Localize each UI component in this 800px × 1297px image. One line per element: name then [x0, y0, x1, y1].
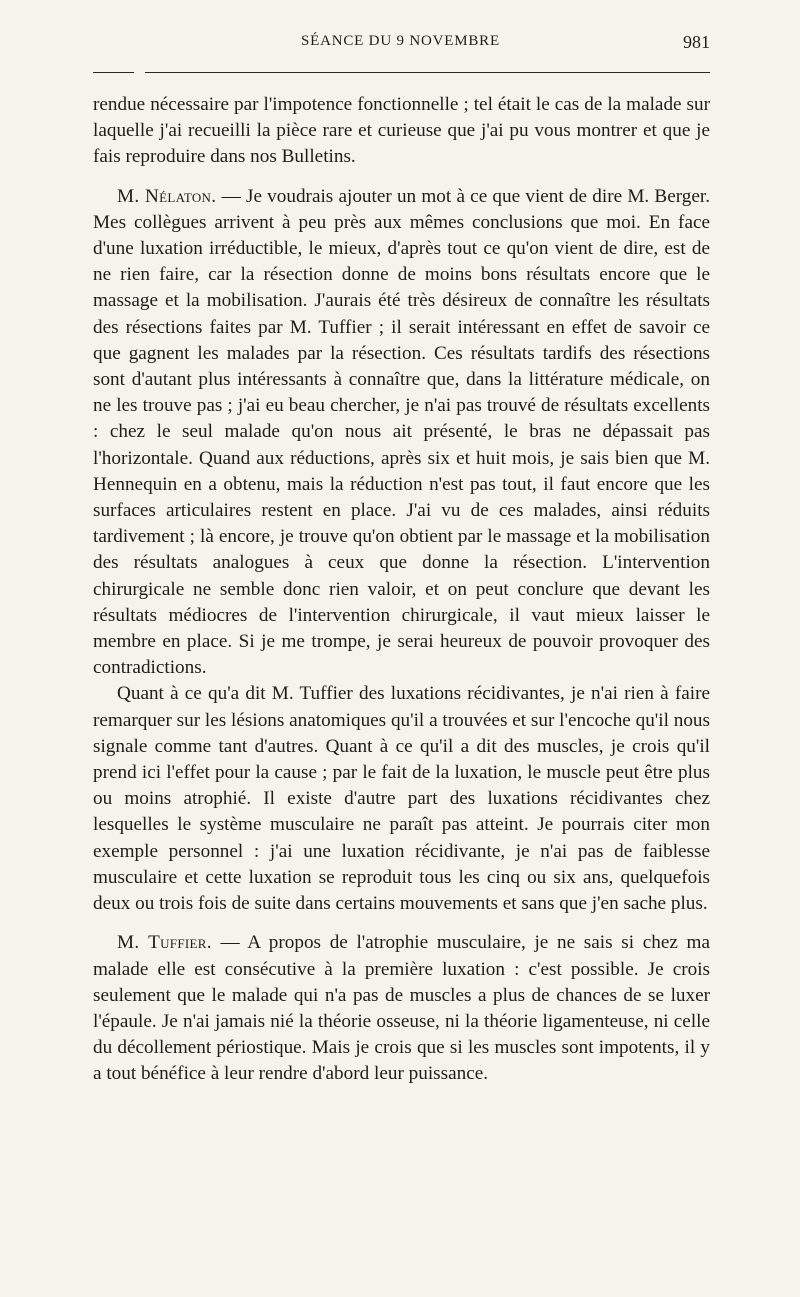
page-number: 981	[683, 32, 710, 52]
paragraph-4-text: — A propos de l'atrophie musculaire, je ne sais si chez ma malade elle est consécutive à la première luxation : c'est possible. Je crois seulement que le malade qui n'a pas de muscles a plus de chances de se luxer l'épaule. Je n'ai jamais nié la théorie osseuse, ni la théorie ligamenteuse, ni celle du décollement périostique. Mais je crois que si les muscles sont impotents, il y a tout bénéfice à leur rendre d'abord leur puissance.	[93, 932, 710, 1085]
paragraph-1-text: rendue nécessaire par l'impotence fonctionnelle ; tel était le cas de la malade sur laquelle j'ai recueilli la pièce rare et curieuse que j'ai pu vous montrer et que je fais reproduire dans nos Bulletins.	[93, 94, 710, 168]
paragraph-3-text: Quant à ce qu'a dit M. Tuffier des luxations récidivantes, je n'ai rien à faire remarquer sur les lésions anatomiques qu'il a trouvées et sur l'encoche qu'il nous signale comme tant d'autres. Quant à ce qu'il a dit des muscles, je crois qu'il prend ici l'effet pour la cause ; par le fait de la luxation, le muscle peut être plus ou moins atrophié. Il existe d'autre part des luxations récidivantes chez lesquelles le système musculaire ne paraît pas atteint. Je pourrais citer mon exemple personnel : j'ai une luxation récidivante, je n'ai pas de faiblesse musculaire et cette luxation se reproduit tous les cinq ou six ans, quelquefois deux ou trois fois de suite dans certains mouvements et sans que j'en sache plus.	[93, 683, 710, 915]
paragraph-continuation	[93, 92, 710, 171]
page-header	[93, 32, 710, 62]
paragraph-recurrent-dislocations	[93, 681, 710, 917]
paragraph-2-text: — Je voudrais ajouter un mot à ce que vient de dire M. Berger. Mes collègues arrivent à peu près aux mêmes conclusions que moi. En face d'une luxation irréductible, le mieux, d'après tout ce qu'on vient de dire, est de ne rien faire, car la résection donne de moins bons résultats encore que le massage et la mobilisation. J'aurais été très désireux de connaître les résultats des résections faites par M. Tuffier ; il serait intéressant en effet de savoir ce que gagnent les malades par la résection. Ces résultats tardifs des résections sont d'autant plus intéressants à connaître que, dans la littérature médicale, on ne les trouve pas ; j'ai eu beau chercher, je n'ai pas trouvé de résultats excellents : chez le seul malade qu'on nous ait présenté, le bras ne dépassait pas l'horizontale. Quand aux réductions, après six et huit mois, je sais bien que M. Hennequin en a obtenu, mais la réduction n'est pas tout, il faut encore que les surfaces articulaires restent en place. J'ai vu de ces malades, ainsi réduits tardivement ; là encore, je trouve qu'on obtient par le massage et la mobilisation des résultats analogues à ceux que donne la résection. L'intervention chirurgicale ne semble donc rien valoir, et on peut conclure que devant les résultats médiocres de l'intervention chirurgicale, il vaut mieux laisser le membre en place. Si je me trompe, je serai heureux de pouvoir provoquer des contradictions.	[93, 185, 710, 679]
body-text	[93, 92, 710, 1088]
running-title: SÉANCE DU 9 NOVEMBRE	[301, 33, 500, 49]
header-rule-left	[93, 72, 134, 73]
speaker-nelaton: M. Nélaton.	[117, 185, 217, 207]
header-rule-right	[145, 72, 710, 73]
paragraph-tuffier	[93, 930, 710, 1087]
speaker-tuffier: M. Tuffier.	[117, 932, 212, 954]
paragraph-nelaton	[93, 184, 710, 682]
